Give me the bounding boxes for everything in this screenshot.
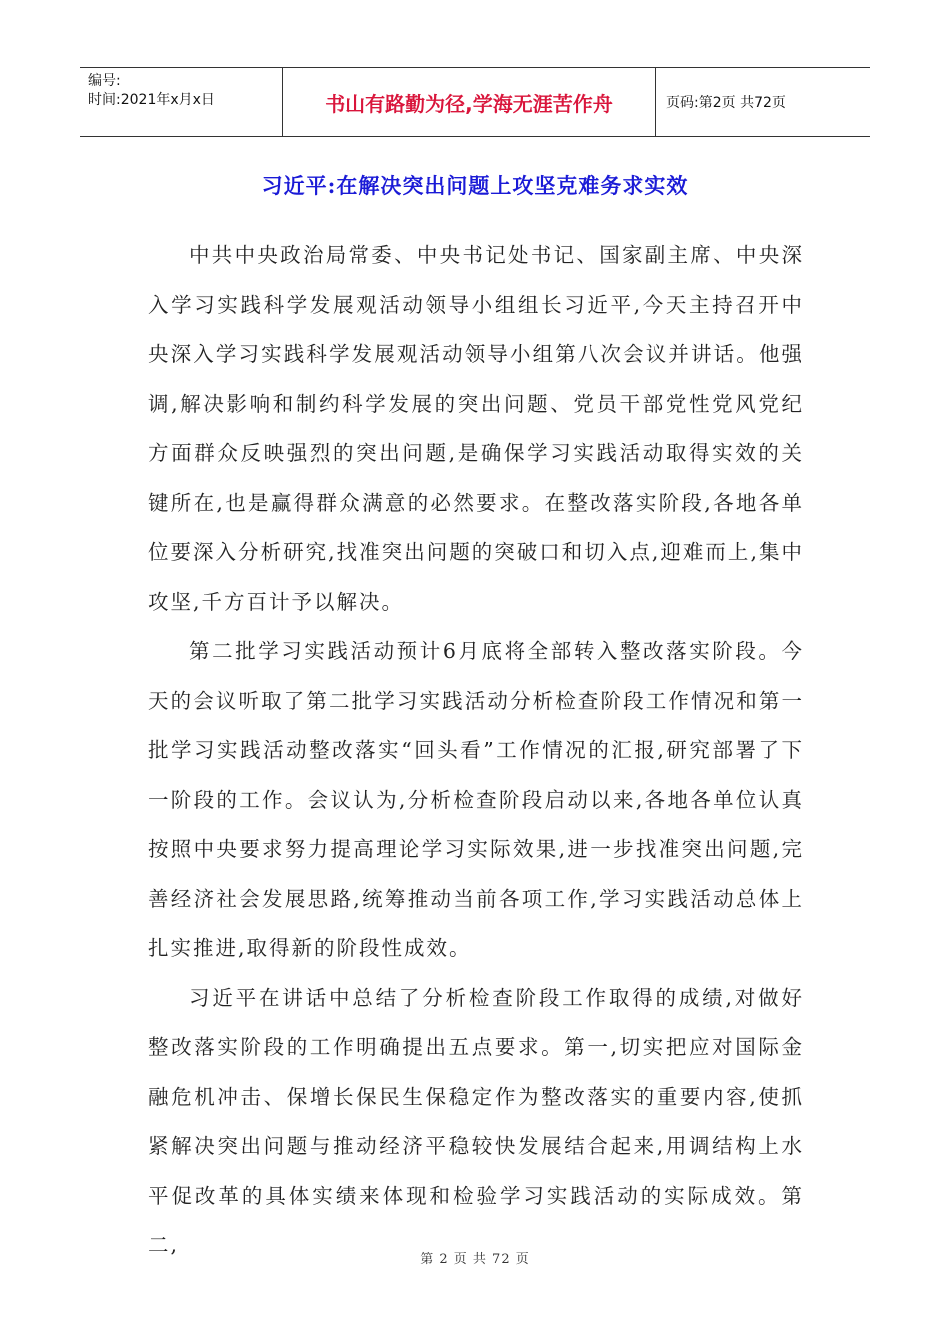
paragraph: 习近平在讲话中总结了分析检查阶段工作取得的成绩,对做好整改落实阶段的工作明确提出五点要求。第一,切实把应对国际金融危机冲击、保增长保民生保稳定作为整改落实的重要内容,使抓紧解决突出问题与推动经济平稳较快发展结合起来,用调结构上水平促改革的具体实绩来体现和检验学习实践活动的实际成效。第二, bbox=[148, 985, 804, 1257]
header-page-info: 页码:第2页 共72页 bbox=[666, 95, 786, 111]
header-motto: 书山有路勤为径,学海无涯苦作舟 bbox=[283, 68, 656, 136]
header-meta-cell bbox=[80, 68, 283, 136]
article-body bbox=[148, 231, 804, 1271]
number-label: 编号: bbox=[88, 73, 121, 89]
document-header bbox=[80, 67, 870, 137]
date-label: 时间:2021年x月x日 bbox=[88, 92, 215, 108]
paragraph: 第二批学习实践活动预计6月底将全部转入整改落实阶段。今天的会议听取了第二批学习实践活动分析检查阶段工作情况和第一批学习实践活动整改落实“回头看”工作情况的汇报,研究部署了下一阶段的工作。会议认为,分析检查阶段启动以来,各地各单位认真按照中央要求努力提高理论学习实际效果,进一步找准突出问题,完善经济社会发展思路,统筹推动当前各项工作,学习实践活动总体上扎实推进,取得新的阶段性成效。 bbox=[148, 639, 804, 960]
article-title: 习近平:在解决突出问题上攻坚克难务求实效 bbox=[261, 173, 689, 198]
paragraph: 中共中央政治局常委、中央书记处书记、国家副主席、中央深入学习实践科学发展观活动领导小组组长习近平,今天主持召开中央深入学习实践科学发展观活动领导小组第八次会议并讲话。他强调,解决影响和制约科学发展的突出问题、党员干部党性党风党纪方面群众反映强烈的突出问题,是确保学习实践活动取得实效的关键所在,也是赢得群众满意的必然要求。在整改落实阶段,各地各单位要深入分析研究,找准突出问题的突破口和切入点,迎难而上,集中攻坚,千方百计予以解决。 bbox=[148, 243, 804, 614]
page-footer: 第 2 页 共 72 页 bbox=[420, 1252, 530, 1267]
